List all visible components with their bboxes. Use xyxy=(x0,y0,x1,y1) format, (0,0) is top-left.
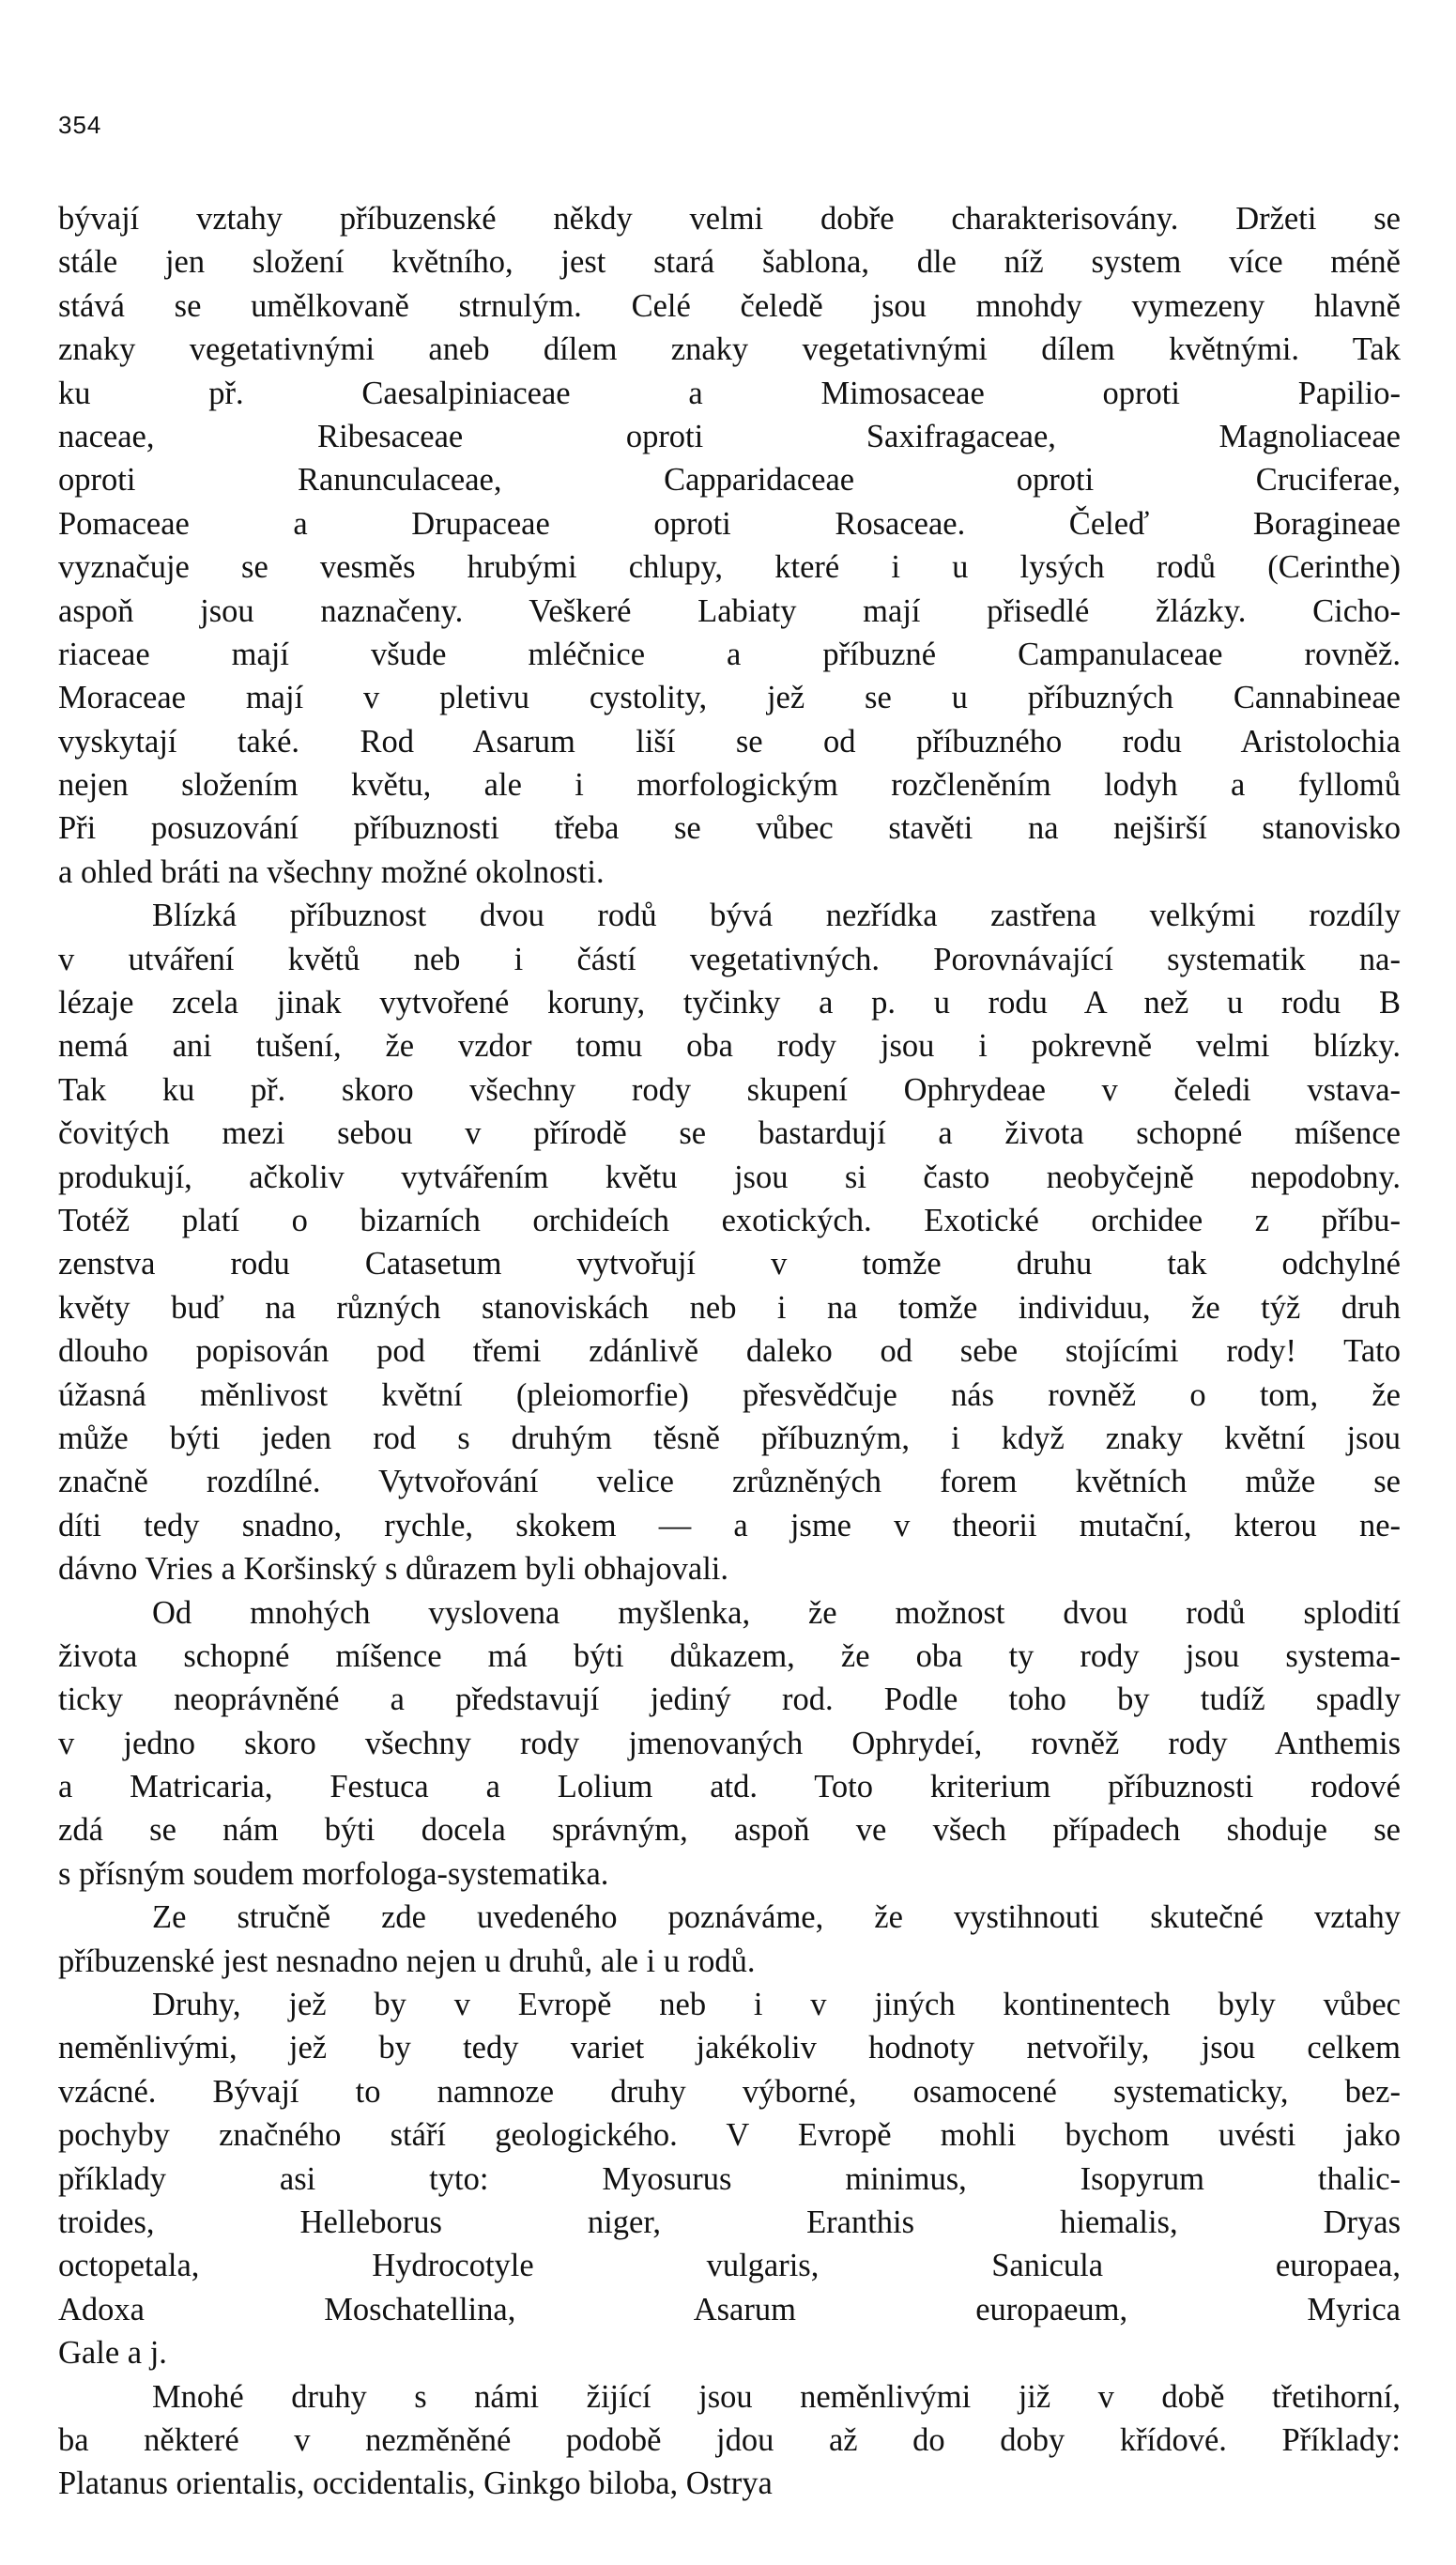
page-number: 354 xyxy=(58,111,102,139)
text-line: bývají vztahy příbuzenské někdy velmi dobře charakterisovány. Držeti se xyxy=(58,201,1401,237)
paragraph xyxy=(58,197,1401,894)
text-line: a ohled bráti na všechny možné okolnosti. xyxy=(58,853,605,890)
text-line: Adoxa Moschatellina, Asarum europaeum, Myrica xyxy=(58,2291,1401,2327)
text-line: Blízká příbuznost dvou rodů bývá nezřídka zastřena velkými rozdíly xyxy=(152,898,1401,934)
text-line: stále jen složení květního, jest stará šablona, dle níž system více méně xyxy=(58,244,1401,281)
text-line: produkují, ačkoliv vytvářením květu jsou si často neobyčejně nepodobny. xyxy=(58,1159,1401,1195)
text-line: ku př. Caesalpiniaceae a Mimosaceae oproti Papilio- xyxy=(58,375,1401,411)
text-line: pochyby značného stáří geologického. V Evropě mohli bychom uvésti jako xyxy=(58,2117,1401,2154)
paragraph xyxy=(58,1591,1401,1897)
text-line: Mnohé druhy s námi žijící jsou neměnlivými již v době třetihorní, xyxy=(152,2378,1401,2415)
text-line: neměnlivými, jež by tedy variet jakékoliv hodnoty netvořily, jsou celkem xyxy=(58,2030,1401,2066)
text-line: v utváření květů neb i částí vegetativných. Porovnávající systematik na- xyxy=(58,941,1401,977)
text-line: příklady asi tyto: Myosurus minimus, Isopyrum thalic- xyxy=(58,2160,1401,2197)
text-line: aspoň jsou naznačeny. Veškeré Labiaty mají přisedlé žlázky. Cicho- xyxy=(58,592,1401,629)
paragraph xyxy=(58,2375,1401,2506)
text-line: Při posuzování příbuznosti třeba se vůbec stavěti na nejširší stanovisko xyxy=(58,810,1401,847)
text-line: života schopné míšence má býti důkazem, že oba ty rody jsou systema- xyxy=(58,1637,1401,1674)
text-line: může býti jeden rod s druhým těsně příbuzným, i když znaky květní jsou xyxy=(58,1420,1401,1456)
text-line: Platanus orientalis, occidentalis, Ginkgo biloba, Ostrya xyxy=(58,2465,773,2502)
text-line: značně rozdílné. Vytvořování velice zrůzněných forem květních může se xyxy=(58,1464,1401,1500)
text-line: úžasná měnlivost květní (pleiomorfie) přesvědčuje nás rovněž o tom, že xyxy=(58,1376,1401,1413)
text-line: troides, Helleborus niger, Eranthis hiemalis, Dryas xyxy=(58,2204,1401,2240)
text-line: s přísným soudem morfologa-systematika. xyxy=(58,1855,609,1892)
text-line: Ze stručně zde uvedeného poznáváme, že vystihnouti skutečné vztahy xyxy=(152,1899,1401,1936)
text-line: Pomaceae a Drupaceae oproti Rosaceae. Čeleď Boragineae xyxy=(58,505,1401,542)
text-line: oproti Ranunculaceae, Capparidaceae oproti Cruciferae, xyxy=(58,462,1401,499)
text-line: Druhy, jež by v Evropě neb i v jiných kontinentech byly vůbec xyxy=(152,1987,1401,2023)
paragraph xyxy=(58,1983,1401,2375)
text-line: Moraceae mají v pletivu cystolity, jež se u příbuzných Cannabineae xyxy=(58,680,1401,716)
body-text xyxy=(58,197,1401,2506)
text-line: znaky vegetativnými aneb dílem znaky vegetativnými dílem květnými. Tak xyxy=(58,331,1401,368)
text-line: vzácné. Bývají to namnoze druhy výborné, osamocené systematicky, bez- xyxy=(58,2073,1401,2110)
text-line: vyskytají také. Rod Asarum liší se od příbuzného rodu Aristolochia xyxy=(58,723,1401,760)
text-line: v jedno skoro všechny rody jmenovaných Ophrydeí, rovněž rody Anthemis xyxy=(58,1725,1401,1761)
text-line: čovitých mezi sebou v přírodě se bastardují a života schopné míšence xyxy=(58,1115,1401,1152)
text-line: a Matricaria, Festuca a Lolium atd. Toto kriterium příbuznosti rodové xyxy=(58,1769,1401,1805)
text-line: zdá se nám býti docela správným, aspoň ve všech případech shoduje se xyxy=(58,1812,1401,1849)
text-line: Od mnohých vyslovena myšlenka, že možnost dvou rodů splodití xyxy=(152,1594,1401,1631)
text-line: riaceae mají všude mléčnice a příbuzné Campanulaceae rovněž. xyxy=(58,636,1401,672)
text-line: příbuzenské jest nesnadno nejen u druhů, ale i u rodů. xyxy=(58,1943,756,1979)
text-line: Totéž platí o bizarních orchideích exotických. Exotické orchidee z příbu- xyxy=(58,1202,1401,1238)
text-line: vyznačuje se vesměs hrubými chlupy, které i u lysých rodů (Cerinthe) xyxy=(58,549,1401,586)
text-line: nejen složením květu, ale i morfologickým rozčleněním lodyh a fyllomů xyxy=(58,767,1401,804)
paragraph xyxy=(58,894,1401,1590)
paragraph xyxy=(58,1896,1401,1983)
text-line: naceae, Ribesaceae oproti Saxifragaceae, Magnoliaceae xyxy=(58,418,1401,454)
text-line: stává se umělkovaně strnulým. Celé čeledě jsou mnohdy vymezeny hlavně xyxy=(58,287,1401,324)
text-line: nemá ani tušení, že vzdor tomu oba rody jsou i pokrevně velmi blízky. xyxy=(58,1028,1401,1065)
text-line: dávno Vries a Koršinský s důrazem byli obhajovali. xyxy=(58,1551,728,1588)
text-line: Gale a j. xyxy=(58,2335,167,2372)
text-line: octopetala, Hydrocotyle vulgaris, Sanicula europaea, xyxy=(58,2248,1401,2284)
text-line: díti tedy snadno, rychle, skokem — a jsme v theorii mutační, kterou ne- xyxy=(58,1507,1401,1544)
text-line: Tak ku př. skoro všechny rody skupení Ophrydeae v čeledi vstava- xyxy=(58,1071,1401,1108)
text-line: ba některé v nezměněné podobě jdou až do doby křídové. Příklady: xyxy=(58,2421,1401,2458)
text-line: ticky neoprávněné a představují jediný rod. Podle toho by tudíž spadly xyxy=(58,1682,1401,1718)
text-line: lézaje zcela jinak vytvořené koruny, tyčinky a p. u rodu A než u rodu B xyxy=(58,985,1401,1021)
text-line: dlouho popisován pod třemi zdánlivě daleko od sebe stojícími rody! Tato xyxy=(58,1333,1401,1370)
text-line: květy buď na různých stanoviskách neb i na tomže individuu, že týž druh xyxy=(58,1289,1401,1326)
text-line: zenstva rodu Catasetum vytvořují v tomže druhu tak odchylné xyxy=(58,1246,1401,1282)
